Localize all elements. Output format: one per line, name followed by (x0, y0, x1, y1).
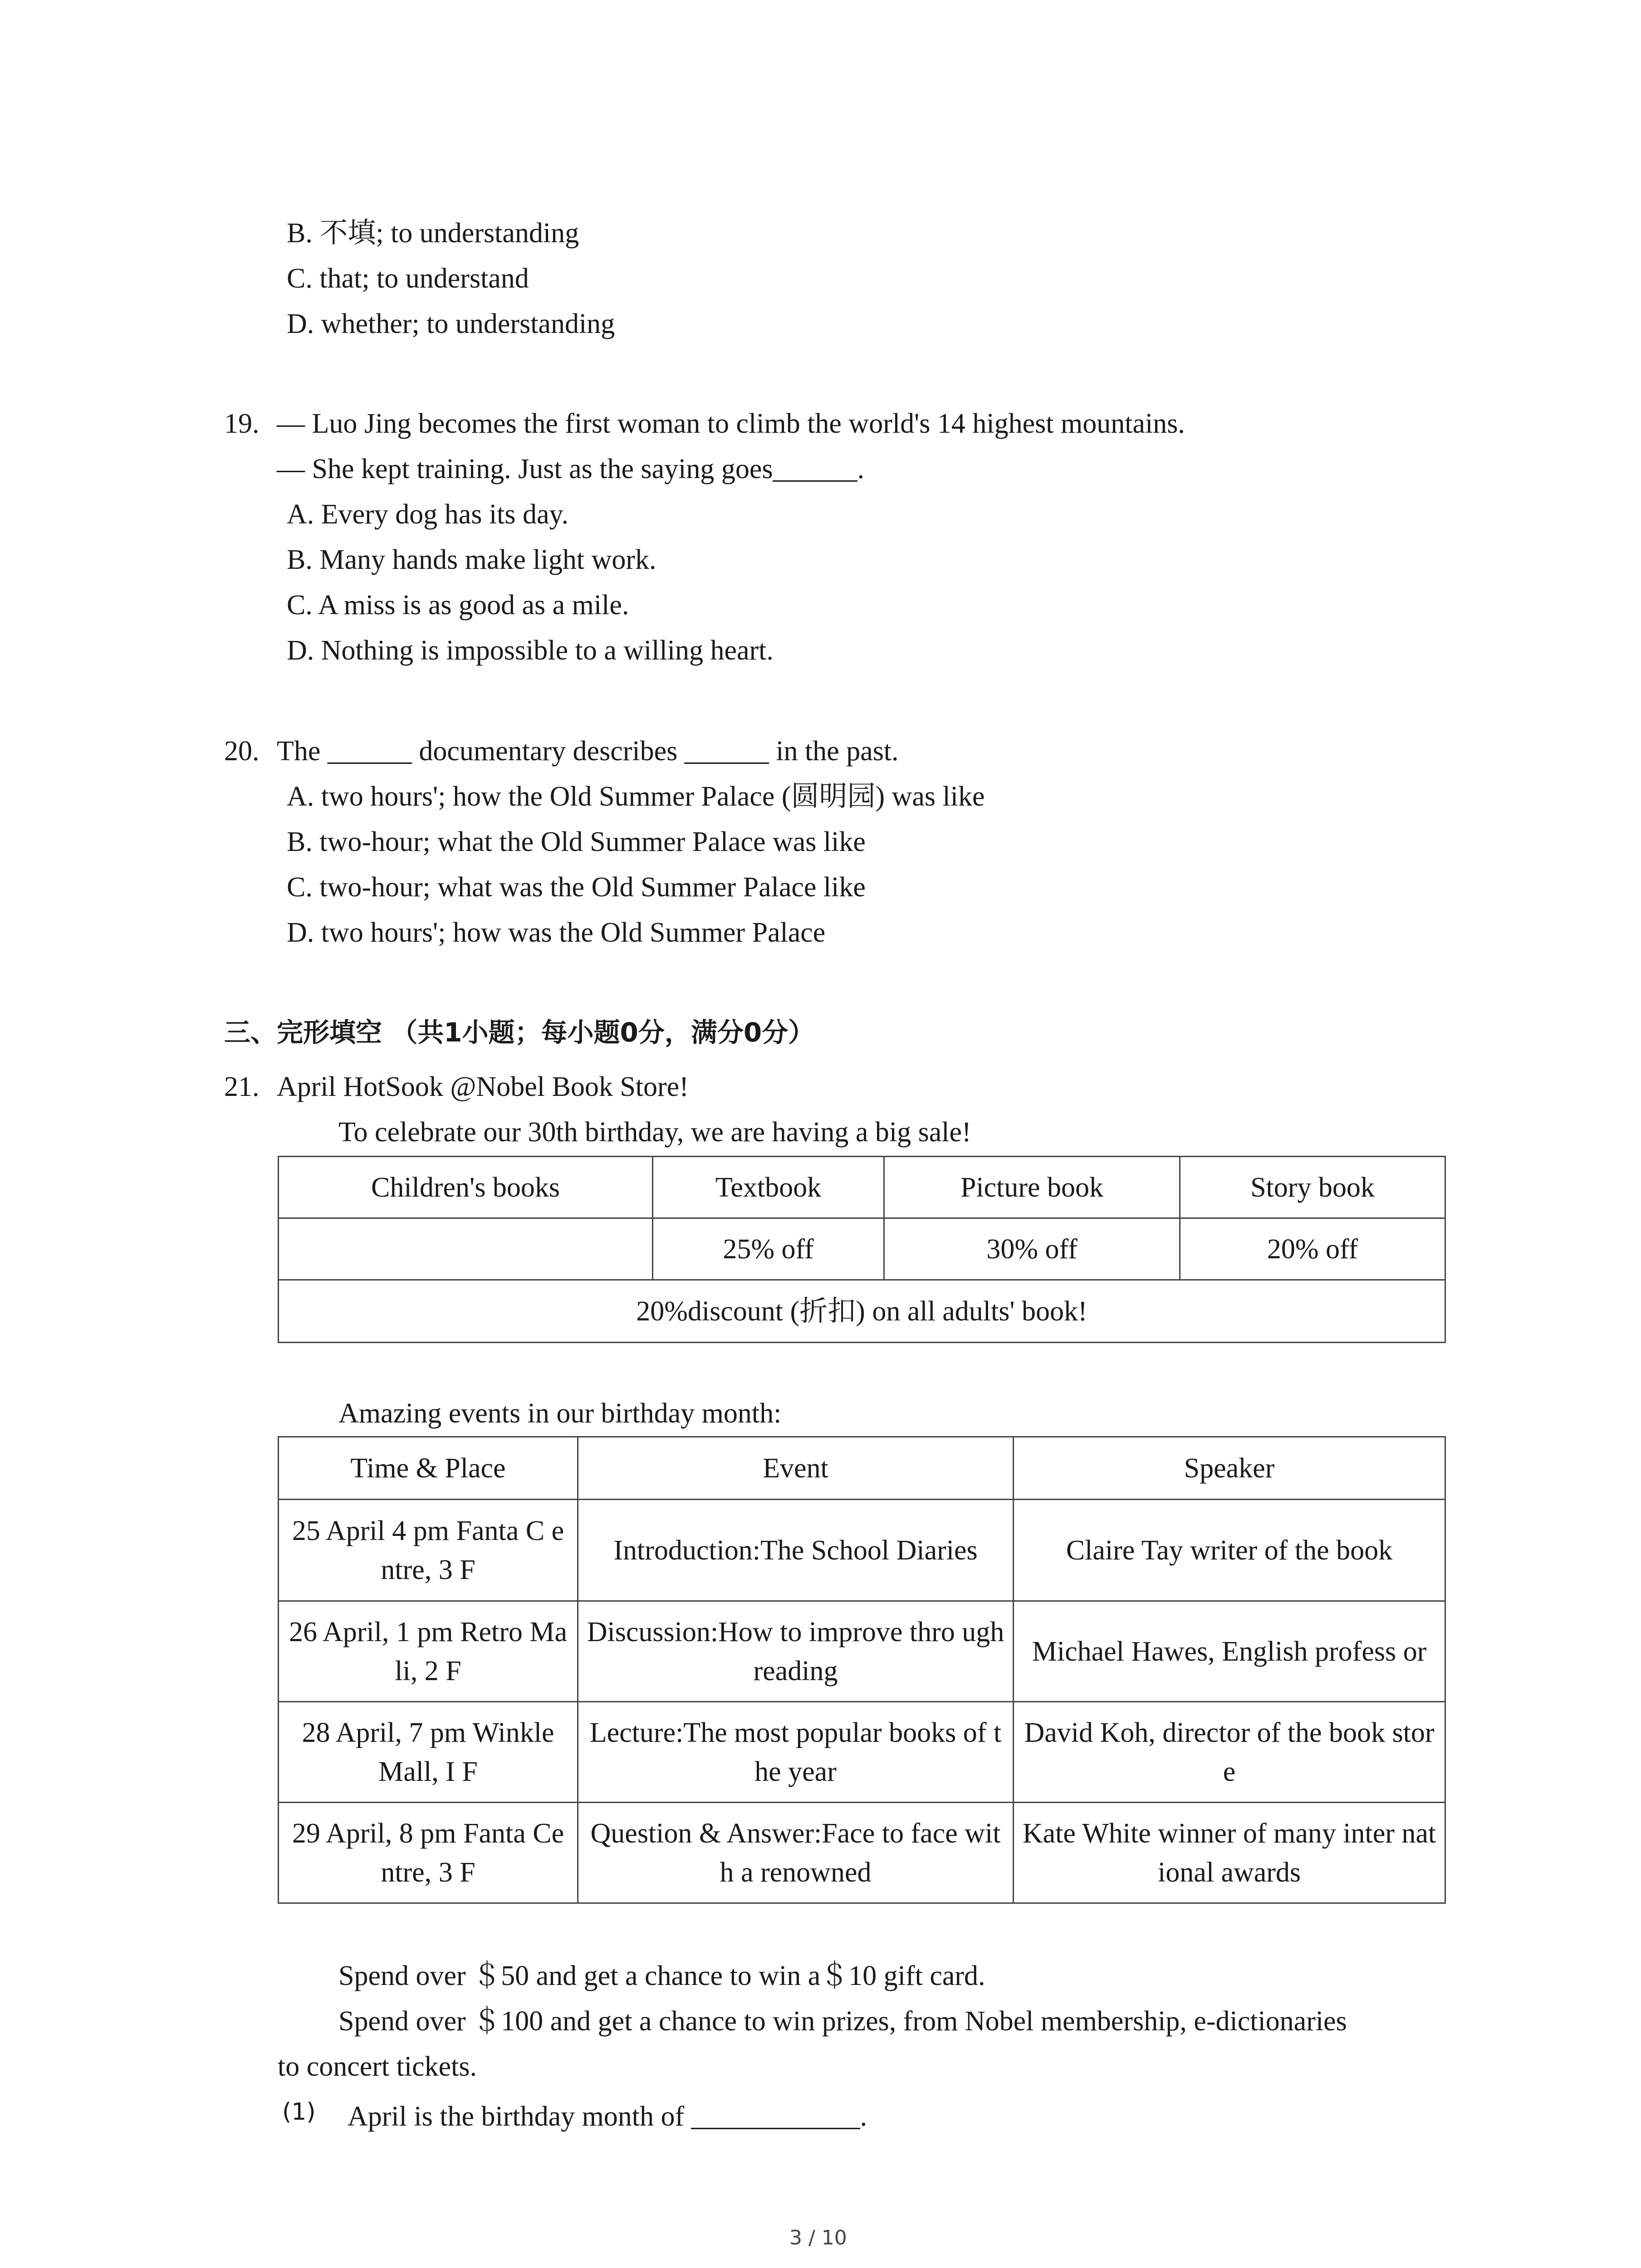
events-header-speaker: Speaker (1014, 1437, 1445, 1500)
sale-footer: 20%discount (折扣) on all adults' book! (279, 1280, 1445, 1343)
spend-note-2a: Spend over ＄100 and get a chance to win prizes, from Nobel membership, e-dictionaries (338, 2006, 1347, 2037)
event-speaker: David Koh, director of the book store (1014, 1702, 1445, 1803)
events-header-time: Time & Place (279, 1437, 578, 1500)
q19-option-c: C. A miss is as good as a mile. (287, 590, 629, 621)
events-intro: Amazing events in our birthday month: (338, 1398, 782, 1429)
q18-option-d: D. whether; to understanding (287, 308, 615, 339)
q19-number: 19. (224, 408, 260, 439)
sale-cell-textbook: 25% off (653, 1218, 884, 1280)
sale-table (278, 1156, 1446, 1343)
event-time: 25 April 4 pm Fanta C entre, 3 F (279, 1500, 578, 1601)
table-row (279, 1601, 1445, 1702)
event-speaker: Claire Tay writer of the book (1014, 1500, 1445, 1601)
event-name: Discussion:How to improve thro ugh reading (578, 1601, 1014, 1702)
q18-option-b: B. 不填; to understanding (287, 218, 579, 249)
events-table (278, 1436, 1446, 1904)
q19-option-b: B. Many hands make light work. (287, 544, 656, 575)
q20-option-d: D. two hours'; how was the Old Summer Palace (287, 917, 826, 948)
events-header-event: Event (578, 1437, 1014, 1500)
section-heading: 三、完形填空 （共1小题；每小题0分，满分0分） (224, 1017, 815, 1048)
subquestion-1-text: April is the birthday month of ____________. (348, 2101, 867, 2132)
q20-option-b: B. two-hour; what the Old Summer Palace was like (287, 826, 866, 857)
q20-option-c: C. two-hour; what was the Old Summer Palace like (287, 872, 866, 903)
sale-cell-story: 20% off (1180, 1218, 1445, 1280)
sale-cell-picture: 30% off (884, 1218, 1180, 1280)
table-row (279, 1702, 1445, 1803)
q19-line1: — Luo Jing becomes the first woman to climb the world's 14 highest mountains. (277, 408, 1185, 439)
event-name: Question & Answer:Face to face with a renowned (578, 1803, 1014, 1903)
sale-header-story: Story book (1180, 1157, 1445, 1218)
sale-header-picture: Picture book (884, 1157, 1180, 1218)
spend-note-2b: to concert tickets. (278, 2051, 477, 2082)
event-name: Introduction:The School Diaries (578, 1500, 1014, 1601)
q19-line2: — She kept training. Just as the saying goes______. (277, 454, 864, 484)
sale-header-textbook: Textbook (653, 1157, 884, 1218)
event-time: 26 April, 1 pm Retro Mali, 2 F (279, 1601, 578, 1702)
subquestion-marker: (1) (282, 2098, 316, 2126)
event-time: 29 April, 8 pm Fanta Centre, 3 F (279, 1803, 578, 1903)
table-row (279, 1803, 1445, 1903)
event-name: Lecture:The most popular books of the year (578, 1702, 1014, 1803)
q18-option-c: C. that; to understand (287, 263, 529, 294)
q20-option-a: A. two hours'; how the Old Summer Palace (圆明园) was like (287, 781, 985, 812)
q21-intro: To celebrate our 30th birthday, we are having a big sale! (338, 1117, 971, 1148)
event-time: 28 April, 7 pm Winkle Mall, I F (279, 1702, 578, 1803)
event-speaker: Michael Hawes, English profess or (1014, 1601, 1445, 1702)
q20-stem: The ______ documentary describes ______ in the past. (277, 736, 899, 767)
q19-option-a: A. Every dog has its day. (287, 499, 569, 530)
table-row (279, 1500, 1445, 1601)
q19-option-d: D. Nothing is impossible to a willing heart. (287, 635, 774, 666)
page-number: 3 / 10 (789, 2226, 847, 2249)
q21-title: April HotSook @Nobel Book Store! (277, 1071, 689, 1102)
q20-number: 20. (224, 736, 260, 767)
spend-note-1: Spend over ＄50 and get a chance to win a＄10 gift card. (338, 1960, 985, 1991)
sale-header-childrens: Children's books (279, 1157, 653, 1218)
event-speaker: Kate White winner of many inter national awards (1014, 1803, 1445, 1903)
sale-cell-childrens (279, 1218, 653, 1280)
q21-number: 21. (224, 1071, 260, 1102)
